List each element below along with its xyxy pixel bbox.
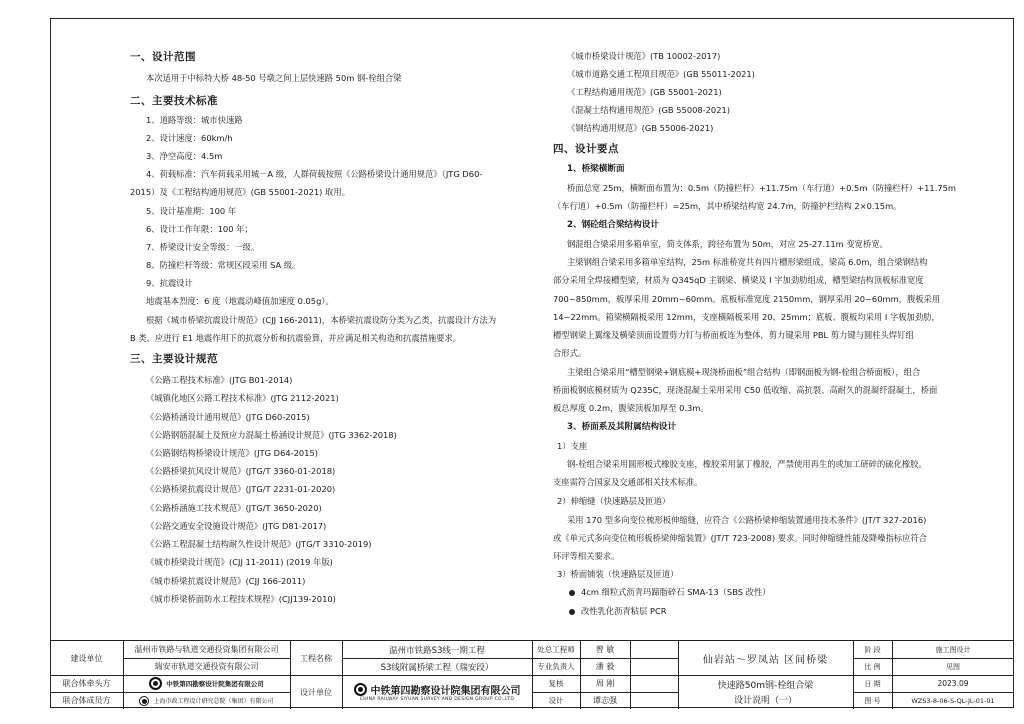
- person-name: 周 刚: [595, 679, 615, 688]
- tech-standard-item: B 类，应进行 E1 地震作用下的抗震分析和抗震验算，并应满足相关构造和抗震措施要求。: [130, 333, 462, 343]
- code-item: 《公路桥涵设计通用规范》(JTG D60-2015): [146, 412, 310, 422]
- code-item: 《公路工程技术标准》(JTG B01-2014): [146, 375, 293, 385]
- design-unit-name: 中铁第四勘察设计院集团有限公司: [370, 686, 521, 697]
- tech-standard-item: 7、桥梁设计安全等级：一级。: [146, 242, 260, 252]
- code-item: 《城市道路交通工程项目规范》(GB 55011-2021): [567, 69, 755, 79]
- drawing-title-section: 仙岩站～罗凤站 区间桥梁: [702, 654, 829, 666]
- date-label: 日 期: [864, 679, 881, 688]
- date-value: 2023.09: [937, 679, 969, 688]
- code-item: 《公路工程混凝土结构耐久性设计规范》(JTG/T 3310-2019): [146, 539, 372, 549]
- body-line: 钢混组合梁采用多箱单室，简支体系，跨径布置为 50m，对应 25-27.11m 变宽桥宽。: [567, 239, 888, 249]
- code-item: 《公路交通安全设施设计规范》(JTG D81-2017): [146, 521, 327, 531]
- joint-member-name: 上海市政工程设计研究总院（集团）有限公司: [153, 698, 274, 705]
- build-unit-label: 建设单位: [70, 653, 103, 663]
- body-line: 14~22mm。箱梁横隔板采用 12mm，支座横隔板采用 20、25mm；底板、腹板均采用 I 字板加劲肋，: [553, 312, 940, 322]
- company-logo-icon: [354, 683, 367, 696]
- bullet-text: 4cm 细粒式沥青玛蹄脂碎石 SMA-13（SBS 改性）: [581, 587, 771, 597]
- design-unit-en: CHINA RAILWAY SIYUAN SURVEY AND DESIGN GROUP CO.,LTD: [359, 697, 515, 702]
- code-item: 《钢结构通用规范》(GB 55006-2021): [567, 123, 714, 133]
- scale-value: 见图: [946, 662, 960, 671]
- tech-standard-item: 6、设计工作年限：100 年；: [146, 224, 253, 234]
- title-block: [50, 640, 1014, 709]
- body-line: 支座需符合国家及交通部相关技术标准。: [553, 477, 703, 487]
- role-label: 设计: [548, 696, 564, 705]
- code-item: 《城镇化地区公路工程技术标准》(JTG 2112-2021): [146, 393, 339, 403]
- tech-standard-item: 地震基本烈度：6 度（地震动峰值加速度 0.05g）。: [146, 296, 334, 306]
- design-unit-logo: [342, 675, 532, 709]
- section-2-title: 二、主要技术标准: [130, 95, 218, 107]
- drawing-no-label: 图 号: [864, 696, 881, 705]
- body-line: 主梁组合梁采用“槽型钢梁+钢底模+现浇桥面板”组合结构（即钢面板为钢-栓组合桥面板），组合: [567, 367, 921, 377]
- section-1-title: 一、设计范围: [130, 51, 196, 63]
- build-unit-name: 瑞安市轨道交通投资有限公司: [154, 662, 259, 671]
- joint-member-logo: [123, 692, 290, 709]
- drawing-title: 快速路50m钢-栓组合梁: [717, 681, 814, 691]
- body-line: 钢-栓组合梁采用圆形板式橡胶支座，橡胶采用氯丁橡胶，严禁使用再生的或加工研碎的硫化橡胶。: [567, 459, 927, 469]
- design-unit-label: 设计单位: [300, 687, 332, 697]
- code-item: 《公路桥涵施工技术规范》(JTG/T 3650-2020): [146, 503, 322, 513]
- subsection-title: 1、桥梁横断面: [567, 164, 625, 174]
- joint-member-label: 联合体成员方: [62, 696, 111, 705]
- tech-standard-item: 5、设计基准期：100 年: [146, 206, 237, 216]
- person-name: 曾 敏: [595, 645, 615, 654]
- drawing-subtitle: 设计说明（一）: [733, 696, 797, 706]
- joint-owner-label: 联合体牵头方: [62, 679, 111, 688]
- bullet-icon: [569, 609, 575, 615]
- bullet-item: [569, 588, 771, 596]
- project-name: S3线附属桥梁工程（瑞安段）: [380, 662, 494, 673]
- code-item: 《混凝土结构通用规范》(GB 55008-2021): [567, 105, 731, 115]
- drawing-no-value: WZS3-8-06-S-QL-JL-01-01: [911, 696, 995, 705]
- body-line: 700~850mm，板厚采用 20mm~60mm。底板标准宽度 2150mm，钢厚采用 20~60mm，腹板采用: [553, 294, 941, 304]
- code-item: 《公路桥梁抗风设计规范》(JTG/T 3360-01-2018): [146, 466, 336, 476]
- body-line: 或《单元式多向变位梳形板桥梁伸缩装置》(JT/T 723-2008) 要求。同时伸缩缝性能及降噪指标应符合: [553, 533, 928, 543]
- body-line: 槽型钢梁上翼缘及横梁顶面设置剪力钉与桥面板连为整体，剪力键采用 PBL 剪力键与圆柱头焊钉组: [553, 330, 914, 340]
- subsection-title: 2、钢砼组合梁结构设计: [567, 220, 659, 230]
- subsection-title: 3、桥面系及其附属结构设计: [567, 422, 677, 432]
- code-item: 《城市桥梁设计规范》(TB 10002-2017): [567, 51, 721, 61]
- code-item: 《公路钢结构桥梁设计规范》(JTG D64-2015): [146, 448, 318, 458]
- bullet-icon: [569, 590, 575, 596]
- code-item: 《城市桥梁设计规范》(CJJ 11-2011) (2019 年版): [146, 557, 333, 567]
- tech-standard-item: 4、荷载标准：汽车荷载采用城－A 级，人群荷载按照《公路桥梁设计通用规范》（JTG D60-: [146, 169, 483, 179]
- code-item: 《工程结构通用规范》(GB 55001-2021): [567, 87, 722, 97]
- body-line: 桥面板钢底模材质为 Q235C，现浇混凝土采用采用 C50 低收缩、高抗裂、高耐久的混凝纤混凝土，桥面: [553, 385, 938, 395]
- subsection-item: 1）支座: [557, 441, 588, 451]
- code-item: 《城市桥梁抗震设计规范》(CJJ 166-2011): [146, 576, 306, 586]
- bullet-text: 改性乳化沥青粘层 PCR: [581, 606, 667, 616]
- tech-standard-item: 9、抗震设计: [146, 278, 193, 288]
- tech-standard-item: 1、道路等级：城市快速路: [146, 115, 243, 125]
- body-line: 采用 170 型多向变位梳形板伸缩缝，应符合《公路桥梁伸缩装置通用技术条件》(JT/T 327-2016): [567, 515, 927, 525]
- joint-owner-name: 中铁第四勘察设计院集团有限公司: [166, 680, 264, 688]
- role-label: 处总工程师: [537, 645, 575, 654]
- build-unit-name: 温州市铁路与轨道交通投资集团有限公司: [134, 645, 279, 654]
- subsection-item: 2）伸缩缝（快速路层及匝道）: [557, 496, 671, 506]
- phase-label: 阶 段: [864, 645, 881, 654]
- body-line: 主梁钢组合梁采用多箱单室结构，25m 标准桥宽共有四片槽形梁组成，梁高 6.0m，组合梁钢结构: [567, 257, 928, 267]
- company-logo-icon: [139, 696, 149, 706]
- body-line: 板总厚度 0.2m，腹梁顶板加厚至 0.3m。: [553, 403, 709, 413]
- joint-owner-logo: [123, 675, 290, 692]
- code-item: 《城市桥梁桥面防水工程技术规程》(CJJ139-2010): [146, 594, 336, 604]
- tech-standard-item: 8、防撞栏杆等级：常规区段采用 SA 级。: [146, 260, 301, 270]
- subsection-item: 3）桥面铺装（快速路层及匝道）: [557, 569, 679, 579]
- section-3-title: 三、主要设计规范: [130, 353, 218, 365]
- phase-value: 施工图设计: [935, 645, 971, 654]
- company-logo-icon: [149, 677, 162, 690]
- role-label: 复核: [548, 679, 564, 688]
- body-line: （车行道）+0.5m（防撞栏杆）=25m，其中桥梁结构宽 24.7m，防撞护栏结构 2×0.15m。: [553, 201, 902, 211]
- body-line: 合形式。: [553, 348, 587, 358]
- tech-standard-item: 2015）及《工程结构通用规范》(GB 55001-2021) 取用。: [130, 187, 350, 197]
- section-4-title: 四、设计要点: [553, 143, 619, 155]
- body-line: 部分采用全焊接槽型梁，材质为 Q345qD 主钢梁、横梁及 I 字加劲肋组成，槽型梁结构顶板标准宽度: [553, 275, 924, 285]
- body-line: 环评等相关要求。: [553, 551, 620, 561]
- tech-standard-item: 3、净空高度：4.5m: [146, 151, 223, 161]
- bullet-item: [569, 607, 667, 615]
- scale-label: 比 例: [864, 662, 881, 671]
- person-name: 谭志强: [593, 696, 617, 705]
- tech-standard-item: 2、设计速度：60km/h: [146, 133, 233, 143]
- body-line: 桥面总宽 25m，横断面布置为：0.5m（防撞栏杆）+11.75m（车行道）+0.5m（防撞栏杆）+11.75m: [567, 183, 956, 193]
- tech-standard-item: 根据《城市桥梁抗震设计规范》(CJJ 166-2011)，本桥梁抗震设防分类为乙类，抗震设计方法为: [146, 315, 497, 325]
- person-name: 潘 毅: [595, 662, 615, 671]
- code-item: 《公路钢筋混凝土及预应力混凝土桥涵设计规范》(JTG 3362-2018): [146, 430, 397, 440]
- project-label: 工程名称: [300, 653, 332, 663]
- code-item: 《公路桥梁抗震设计规范》(JTG/T 2231-01-2020): [146, 484, 336, 494]
- project-name: 温州市铁路S3线一期工程: [389, 645, 485, 656]
- role-label: 专业负责人: [537, 662, 575, 671]
- section-1-text: 本次适用于中标特大桥 48-50 号墩之间上层快速路 50m 钢-栓组合梁: [146, 73, 402, 83]
